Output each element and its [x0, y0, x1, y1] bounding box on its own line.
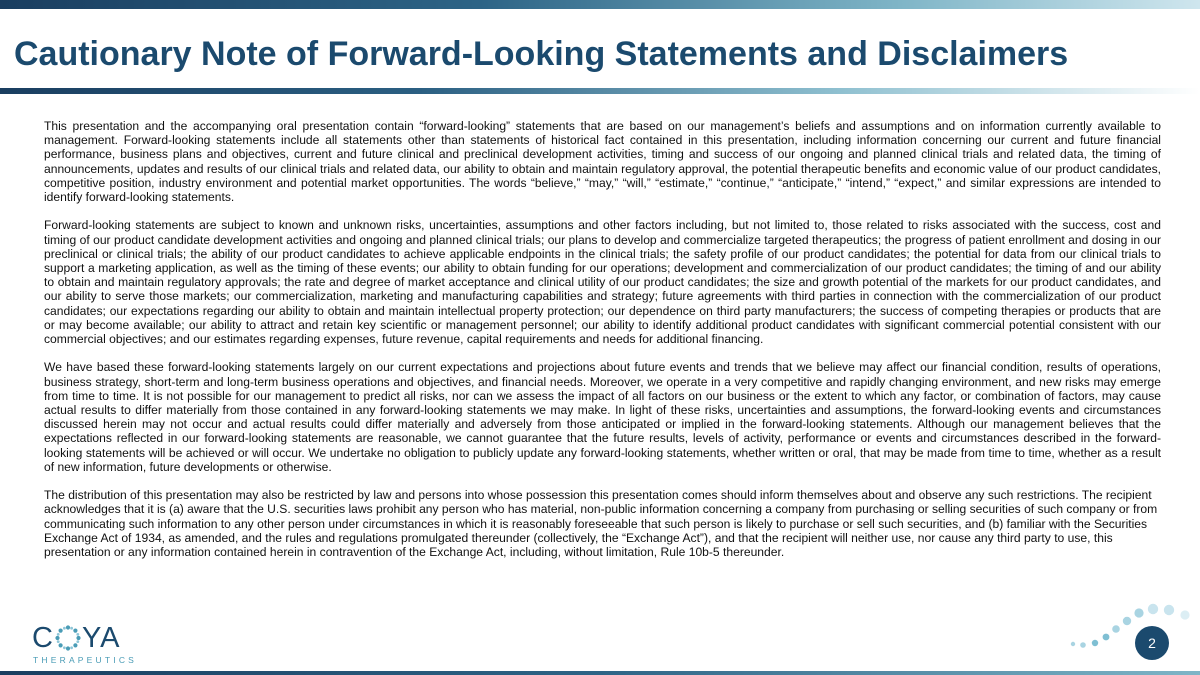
logo-letters-ya: YA	[81, 622, 121, 654]
bottom-accent-band	[0, 671, 1200, 675]
title-underline-rule	[0, 88, 1200, 94]
paragraph-distribution-restrictions: The distribution of this presentation may also be restricted by law and persons into whose possession this presentation comes should inform themselves about and observe any such restrictions. The recipient acknowledges that it is (a) aware that the U.S. securities laws prohibit any person who has material, non-public information concerning a company from purchasing or selling securities of such company or from communicating such information to any other person under circumstances in which it is reasonably foreseeable that such person is likely to purchase or sell such securities, and (b) familiar with the Securities Exchange Act of 1934, as amended, and the rules and regulations promulgated thereunder (collectively, the “Exchange Act”), and that the recipient will neither use, nor cause any third party to use, this presentation or any information contained herein in contravention of the Exchange Act, including, without limitation, Rule 10b-5 thereunder.	[44, 488, 1158, 560]
slide-title: Cautionary Note of Forward-Looking Statements and Disclaimers	[14, 35, 1069, 73]
paragraph-risk-factors: Forward-looking statements are subject to known and unknown risks, uncertainties, assumptions and other factors including, but not limited to, those related to risks associated with the success, cost and timing of our product candidate development activities and ongoing and planned clinical trials; our plans to develop and commercialize targeted therapeutics; the progress of patient enrollment and dosing in our preclinical or clinical trials; the ability of our product candidates to achieve applicable endpoints in the clinical trials; the safety profile of our product candidates; the potential for data from our clinical trials to support a marketing application, as well as the timing of these events; our ability to obtain funding for our operations; development and commercialization of our product candidates; the timing of and our ability to obtain and maintain regulatory approvals; the rate and degree of market acceptance and clinical utility of our product candidates; the size and growth potential of the markets for our product candidates, and our ability to serve those markets; our commercialization, marketing and manufacturing capabilities and strategy; future agreements with third parties in connection with the commercialization of our product candidates; our expectations regarding our ability to obtain and maintain intellectual property protection; our dependence on third party manufacturers; the success of competing therapies or products that are or may become available; our ability to attract and retain key scientific or management personnel; our ability to identify additional product candidates with significant commercial potential consistent with our commercial objectives; and our estimates regarding expenses, future revenue, capital requirements and needs for additional financing.	[44, 218, 1161, 347]
decorative-dot-arc-icon	[1065, 598, 1195, 673]
logo-letter-c: C	[32, 622, 54, 654]
logo-tagline: THERAPEUTICS	[33, 655, 138, 665]
disclaimer-body	[44, 119, 1161, 559]
top-accent-band	[0, 0, 1200, 9]
coya-therapeutics-logo	[32, 622, 142, 667]
logo-wordmark	[32, 622, 121, 654]
page-number-badge: 2	[1135, 626, 1169, 660]
logo-o-dotted-ring-icon	[55, 625, 81, 651]
paragraph-expectations-basis: We have based these forward-looking statements largely on our current expectations and projections about future events and trends that we believe may affect our financial condition, results of operations, business strategy, short-term and long-term business operations and objectives, and financial needs. Moreover, we operate in a very competitive and rapidly changing environment, and new risks may emerge from time to time. It is not possible for our management to predict all risks, nor can we assess the impact of all factors on our business or the extent to which any factor, or combination of factors, may cause actual results to differ materially from those contained in any forward-looking statements we may make. In light of these risks, uncertainties and assumptions, the forward-looking events and circumstances discussed herein may not occur and actual results could differ materially and adversely from those anticipated or implied in the forward-looking statements. Although our management believes that the expectations reflected in our forward-looking statements are reasonable, we cannot guarantee that the future results, levels of activity, performance or events and circumstances described in the forward-looking statements will be achieved or will occur. We undertake no obligation to publicly update any forward-looking statements, whether written or oral, that may be made from time to time, whether as a result of new information, future developments or otherwise.	[44, 360, 1161, 474]
paragraph-forward-looking-definition: This presentation and the accompanying oral presentation contain “forward-looking” statements that are based on our management’s beliefs and assumptions and on information currently available to management. Forward-looking statements include all statements other than statements of historical fact contained in this presentation, including information concerning our current and future financial performance, business plans and objectives, current and future clinical and preclinical development activities, timing and success of our ongoing and planned clinical trials and related data, the timing of announcements, updates and results of our clinical trials and related data, our ability to obtain and maintain regulatory approval, the potential therapeutic benefits and economic value of our product candidates, competitive position, industry environment and potential market opportunities. The words “believe,” “may,” “will,” “estimate,” “continue,” “anticipate,” “intend,” “expect,” and similar expressions are intended to identify forward-looking statements.	[44, 119, 1161, 205]
